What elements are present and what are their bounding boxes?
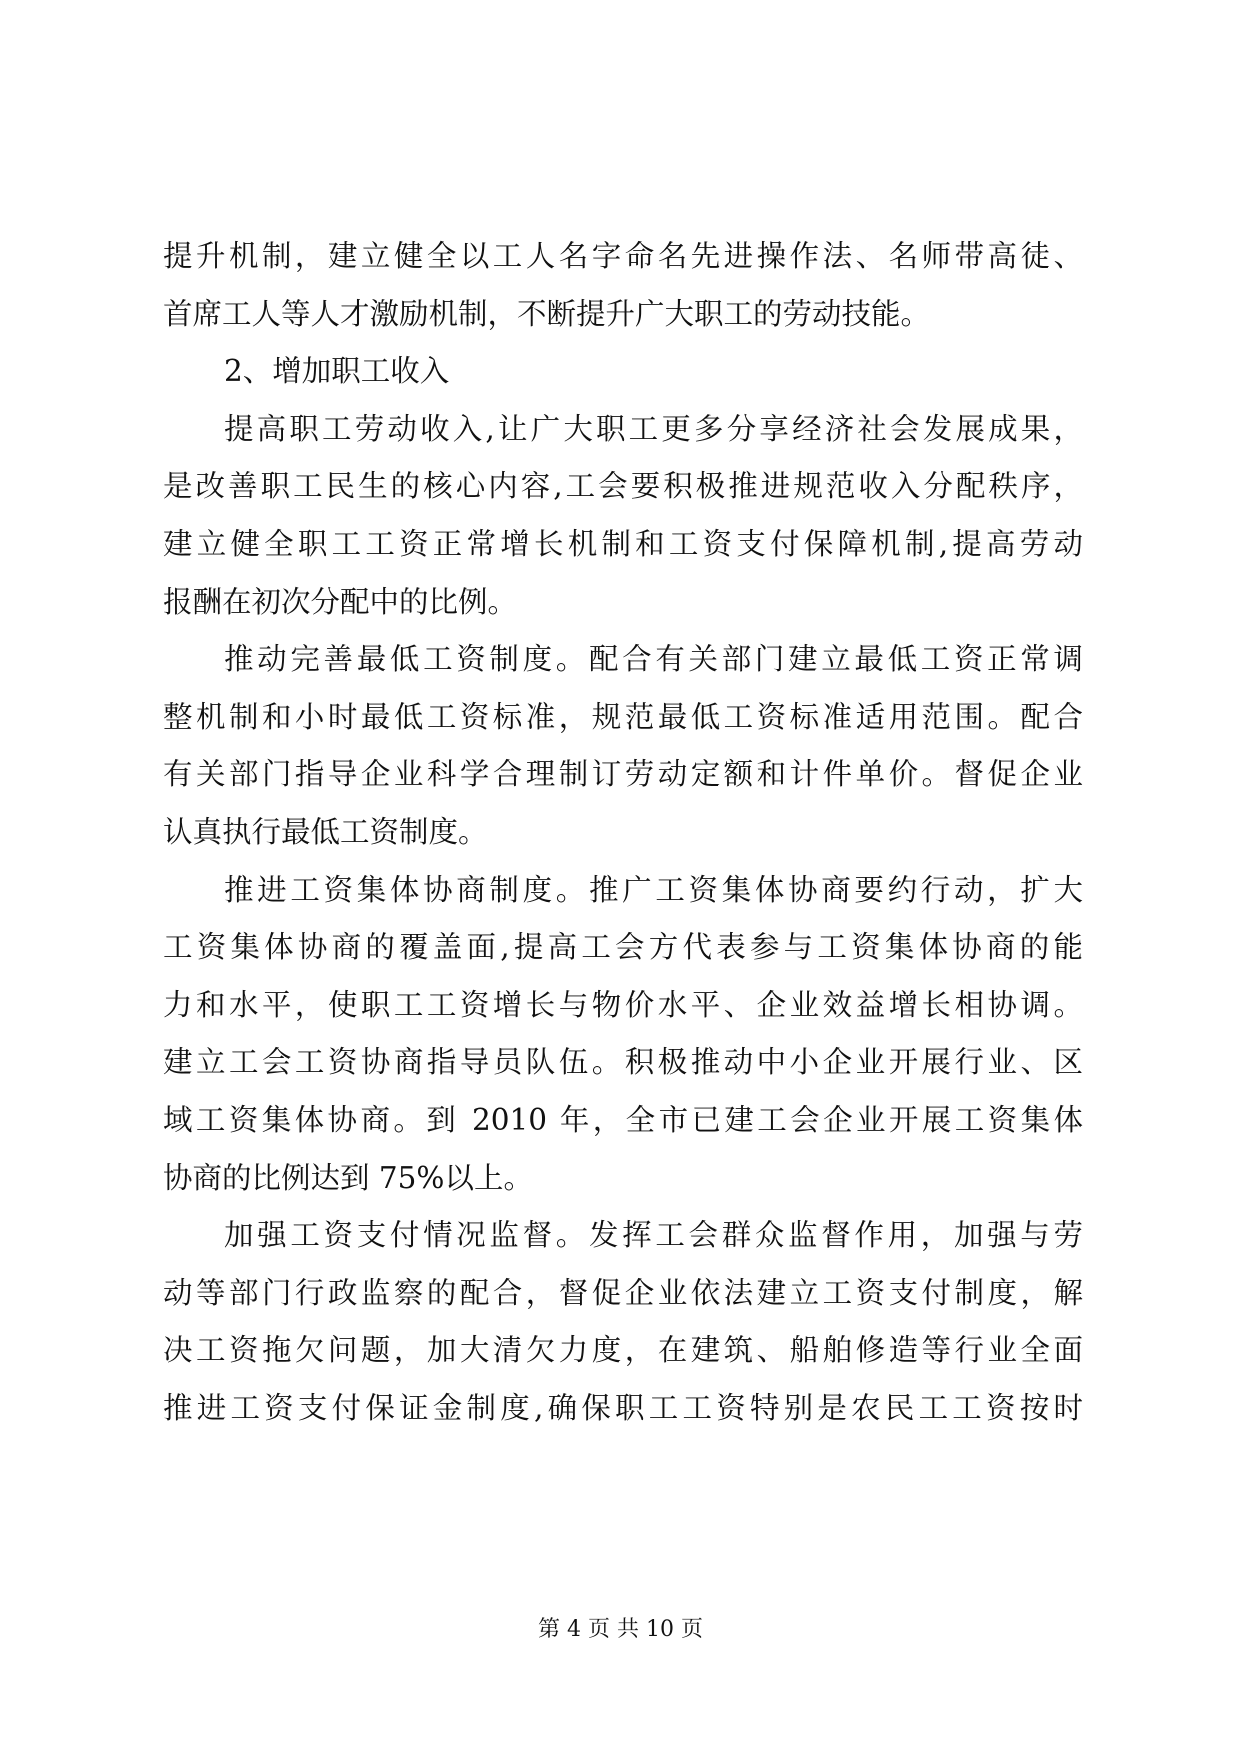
page-footer: 第 4 页 共 10 页 xyxy=(538,1617,703,1642)
text-line: 建立健全职工工资正常增长机制和工资支付保障机制,提高劳动 xyxy=(163,526,1083,561)
text-line: 协商的比例达到 75%以上。 xyxy=(163,1160,533,1195)
text-line: 认真执行最低工资制度。 xyxy=(163,814,488,849)
text-line: 提升机制，建立健全以工人名字命名先进操作法、名师带高徒、 xyxy=(163,239,1083,273)
text-line: 推进工资集体协商制度。推广工资集体协商要约行动，扩大 xyxy=(224,872,1083,907)
text-line: 域工资集体协商。到 2010 年，全市已建工会企业开展工资集体 xyxy=(163,1102,1083,1137)
text-line: 建立工会工资协商指导员队伍。积极推动中小企业开展行业、区 xyxy=(163,1045,1083,1080)
text-line: 加强工资支付情况监督。发挥工会群众监督作用，加强与劳 xyxy=(224,1218,1083,1253)
text-line: 报酬在初次分配中的比例。 xyxy=(163,584,518,619)
text-line: 是改善职工民生的核心内容,工会要积极推进规范收入分配秩序， xyxy=(163,469,1083,504)
text-line: 提高职工劳动收入,让广大职工更多分享经济社会发展成果， xyxy=(224,411,1083,446)
text-line: 有关部门指导企业科学合理制订劳动定额和计件单价。督促企业 xyxy=(163,757,1083,792)
text-line: 工资集体协商的覆盖面,提高工会方代表参与工资集体协商的能 xyxy=(163,930,1083,965)
body-text xyxy=(163,228,1083,1437)
text-line: 推进工资支付保证金制度,确保职工工资特别是农民工工资按时 xyxy=(163,1390,1083,1425)
section-heading: 2、增加职工收入 xyxy=(224,354,450,389)
text-line: 首席工人等人才激励机制，不断提升广大职工的劳动技能。 xyxy=(163,296,931,331)
text-line: 力和水平，使职工工资增长与物价水平、企业效益增长相协调。 xyxy=(163,987,1083,1022)
text-line: 动等部门行政监察的配合，督促企业依法建立工资支付制度，解 xyxy=(163,1275,1083,1310)
text-line: 推动完善最低工资制度。配合有关部门建立最低工资正常调 xyxy=(224,642,1083,677)
text-line: 整机制和小时最低工资标准，规范最低工资标准适用范围。配合 xyxy=(163,699,1083,734)
text-line: 决工资拖欠问题，加大清欠力度，在建筑、船舶修造等行业全面 xyxy=(163,1333,1083,1368)
